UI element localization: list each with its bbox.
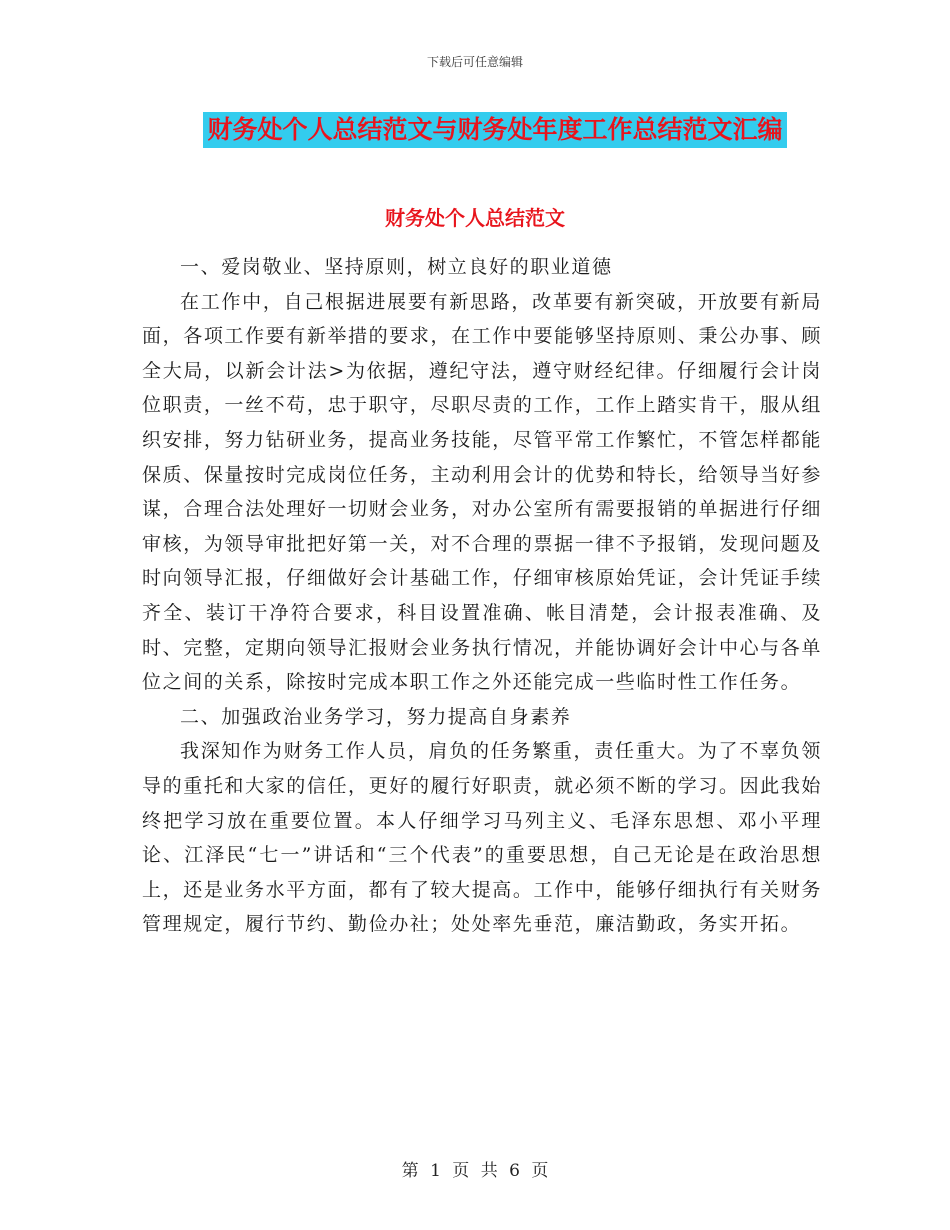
section-title: 财务处个人总结范文 [385,206,565,230]
section-heading-1: 一、爱岗敬业、坚持原则，树立良好的职业道德 [180,256,613,278]
paragraph-1: 在工作中，自己根据进展要有新思路，改革要有新突破，开放要有新局面，各项工作要有新举措的要求，在工作中要能够坚持原则、秉公办事、顾全大局，以新会计法>为依据，遵纪守法，遵守财经纪律。仔细履行会计岗位职责，一丝不苟，忠于职守，尽职尽责的工作，工作上踏实肯干，服从组织安排，努力钻研业务，提高业务技能，尽管平常工作繁忙，不管怎样都能保质、保量按时完成岗位任务，主动利用会计的优势和特长，给领导当好参谋，合理合法处理好一切财会业务，对办公室所有需要报销的单据进行仔细审核，为领导审批把好第一关，对不合理的票据一律不予报销，发现问题及时向领导汇报，仔细做好会计基础工作，仔细审核原始凭证，会计凭证手续齐全、装订干净符合要求，科目设置准确、帐目清楚，会计报表准确、及时、完整，定期向领导汇报财会业务执行情况，并能协调好会计中心与各单位之间的关系，除按时完成本职工作之外还能完成一些临时性工作任务。 [142,290,822,694]
main-title-container [0,112,950,148]
page-footer: 第 1 页 共 6 页 [401,1161,549,1181]
section-heading-2: 二、加强政治业务学习，努力提高自身素养 [180,705,572,728]
main-title: 财务处个人总结范文与财务处年度工作总结范文汇编 [203,112,786,148]
document-body [142,250,822,942]
paragraph-2: 我深知作为财务工作人员，肩负的任务繁重，责任重大。为了不辜负领导的重托和大家的信任，更好的履行好职责，就必须不断的学习。因此我始终把学习放在重要位置。本人仔细学习马列主义、毛泽东思想、邓小平理论、江泽民“七一”讲话和“三个代表”的重要思想，自己无论是在政治思想上，还是业务水平方面，都有了较大提高。工作中，能够仔细执行有关财务管理规定，履行节约、勤俭办社；处处率先垂范，廉洁勤政，务实开拓。 [142,740,822,936]
header-note: 下载后可任意编辑 [426,55,523,69]
